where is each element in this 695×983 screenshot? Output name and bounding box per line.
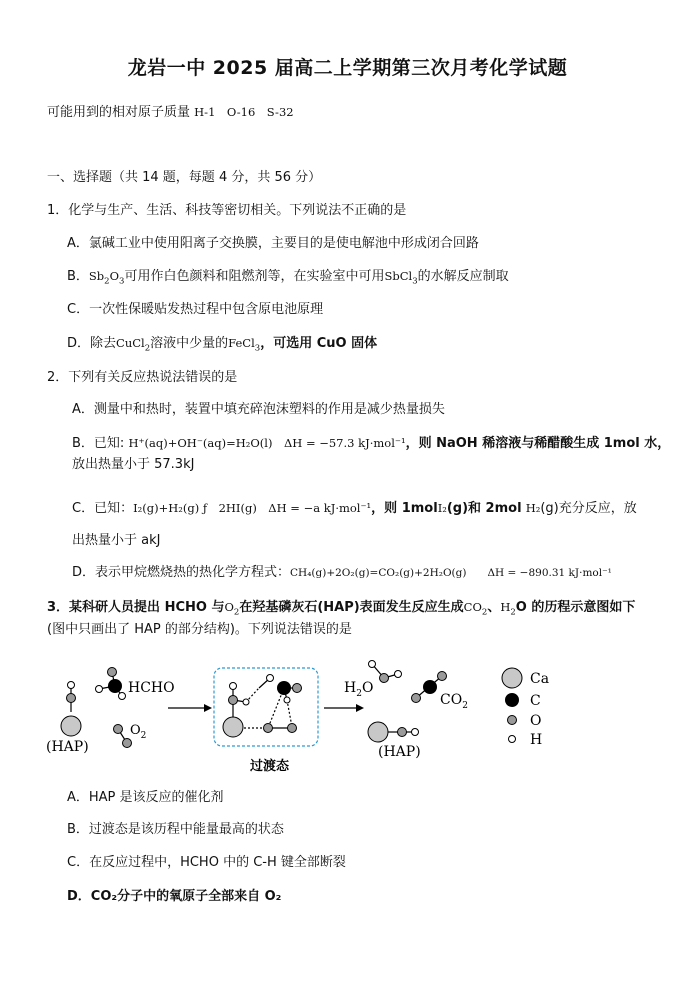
q1-b-sb2o3: $Sb_2O_3$ bbox=[88, 269, 125, 287]
q2-c-i2: I₂ bbox=[437, 501, 447, 515]
q2-d-prefix: D．表示甲烷燃烧热的热化学方程式： bbox=[72, 565, 291, 580]
q1-b-prefix: B． bbox=[67, 269, 89, 284]
atomic-mass-line bbox=[47, 102, 294, 123]
legend-o-label: O bbox=[530, 713, 542, 729]
q1-b-post: 的水解反应制取 bbox=[417, 269, 509, 284]
h2o-label: $H_2O$ bbox=[344, 680, 374, 699]
q3-stem bbox=[47, 597, 635, 618]
o2-label-text: O bbox=[130, 723, 141, 738]
q2-b-prefix: B．已知: bbox=[72, 436, 125, 451]
q1-option-c: C．一次性保暖贴发热过程中包含原电池原理 bbox=[67, 302, 324, 317]
ca-atom bbox=[223, 717, 243, 737]
hap-left-label: (HAP) bbox=[46, 739, 89, 755]
q3-option-c: C．在反应过程中，HCHO 中的 C-H 键全部断裂 bbox=[67, 855, 346, 870]
q1-b-sbcl3-text: SbCl bbox=[384, 269, 413, 283]
q1-d-prefix: D．除去 bbox=[67, 336, 117, 351]
ca-atom bbox=[368, 722, 388, 742]
o-atom bbox=[264, 724, 273, 733]
q2-option-c bbox=[72, 498, 637, 519]
q1-b-sb2o3-text: Sb bbox=[88, 269, 105, 283]
co2-label: $CO_2$ bbox=[440, 692, 468, 711]
o-atom bbox=[114, 725, 123, 734]
products-group bbox=[344, 661, 468, 761]
o-atom bbox=[229, 696, 238, 705]
h-atom bbox=[96, 686, 103, 693]
q3-stem-co2-text: CO bbox=[463, 600, 482, 614]
transition-state-group bbox=[214, 668, 318, 774]
q3-stem-b: 在羟基磷灰石(HAP)表面发生反应生成 bbox=[239, 600, 464, 615]
legend-h-label: H bbox=[530, 732, 543, 748]
arrow-head bbox=[204, 704, 212, 712]
q3-stem-cont: (图中只画出了 HAP 的部分结构)。下列说法错误的是 bbox=[47, 622, 352, 637]
co2-label-text: CO bbox=[440, 692, 463, 708]
o-atom bbox=[123, 739, 132, 748]
q2-option-b bbox=[72, 433, 670, 454]
q2-b-equation: H⁺(aq)+OH⁻(aq)=H₂O(l) ΔH = −57.3 kJ·mol⁻¹ bbox=[128, 436, 406, 450]
q1-b-mid: 可用作白色颜料和阻燃剂等，在实验室中可用 bbox=[124, 269, 385, 284]
q2-option-a: A．测量中和热时，装置中填充碎泡沫塑料的作用是减少热量损失 bbox=[72, 402, 445, 417]
o-atom bbox=[108, 668, 117, 677]
q2-option-d bbox=[72, 563, 612, 583]
q3-stem-a: 3．某科研人员提出 HCHO 与 bbox=[47, 600, 225, 615]
q1-d-fecl3: FeCl$_3$ bbox=[228, 336, 261, 354]
h-atom bbox=[284, 697, 290, 703]
q2-c-mid2: (g)和 2mol bbox=[446, 501, 522, 516]
page-title: 龙岩一中 2025 届高二上学期第三次月考化学试题 bbox=[127, 57, 568, 79]
o-atom bbox=[288, 724, 297, 733]
h-atom bbox=[395, 671, 402, 678]
transition-state-label: 过渡态 bbox=[250, 759, 290, 774]
q2-stem: 2．下列有关反应热说法错误的是 bbox=[47, 370, 238, 385]
o-atom bbox=[398, 728, 407, 737]
legend-ca-swatch bbox=[502, 668, 522, 688]
atomic-mass-prefix: 可能用到的相对原子质量 bbox=[47, 105, 191, 120]
q1-d-mid: 溶液中少量的 bbox=[150, 336, 229, 351]
c-atom bbox=[423, 680, 437, 694]
q1-d-fecl3-text: FeCl bbox=[228, 336, 255, 350]
hcho-label: HCHO bbox=[128, 680, 175, 696]
q3-stem-o2-text: O bbox=[224, 600, 234, 614]
q3-stem-h2o: $H_2$ bbox=[500, 600, 516, 618]
q2-c-h2: H₂ bbox=[525, 501, 541, 515]
legend-c-swatch bbox=[505, 693, 519, 707]
q1-option-a: A．氯碱工业中使用阳离子交换膜，主要目的是使电解池中形成闭合回路 bbox=[67, 236, 479, 251]
q2-option-c-cont: 出热量小于 akJ bbox=[72, 533, 161, 548]
q1-option-b bbox=[67, 266, 509, 287]
q1-option-d bbox=[67, 333, 377, 354]
q3-stem-co2: $CO_2$ bbox=[463, 600, 488, 618]
q2-c-prefix: C．已知： bbox=[72, 501, 134, 516]
reaction-mechanism-diagram bbox=[44, 652, 564, 780]
o-atom bbox=[438, 672, 447, 681]
o2-label: $O_2$ bbox=[130, 723, 147, 741]
q1-stem: 1．化学与生产、生活、科技等密切相关。下列说法不正确的是 bbox=[47, 203, 407, 218]
legend-c-label: C bbox=[530, 693, 541, 709]
q2-c-post: (g)充分反应，放 bbox=[540, 501, 637, 516]
o-atom bbox=[412, 694, 421, 703]
q2-b-post: ，则 NaOH 稀溶液与稀醋酸生成 1mol 水， bbox=[405, 436, 671, 451]
reactants-group bbox=[46, 668, 175, 756]
legend-ca-label: Ca bbox=[530, 671, 550, 687]
h-atom bbox=[230, 683, 237, 690]
legend-h-swatch bbox=[509, 736, 516, 743]
c-atom bbox=[277, 681, 291, 695]
o-atom bbox=[67, 694, 76, 703]
q1-d-post: ，可选用 CuO 固体 bbox=[260, 336, 378, 351]
h-atom bbox=[369, 661, 376, 668]
q2-c-mid: ，则 1mol bbox=[371, 501, 438, 516]
hap-right-label: (HAP) bbox=[378, 744, 421, 760]
atom-legend bbox=[502, 668, 549, 748]
q2-option-b-cont: 放出热量小于 57.3kJ bbox=[72, 457, 195, 472]
h-atom bbox=[119, 693, 126, 700]
arrow-head bbox=[356, 704, 364, 712]
h2o-label-text: H bbox=[344, 680, 357, 696]
c-atom bbox=[108, 679, 122, 693]
q1-b-sbcl3: SbCl$_3$ bbox=[384, 269, 418, 287]
q3-stem-o2: $O_2$ bbox=[224, 600, 240, 618]
o-atom bbox=[293, 684, 302, 693]
h-atom bbox=[68, 682, 75, 689]
q3-option-b: B．过渡态是该历程中能量最高的状态 bbox=[67, 822, 284, 837]
h-atom bbox=[412, 729, 419, 736]
atomic-mass-values: H-1 O-16 S-32 bbox=[194, 105, 294, 119]
section-header: 一、选择题（共 14 题，每题 4 分，共 56 分） bbox=[47, 170, 322, 185]
q3-option-d: D．CO₂分子中的氧原子全部来自 O₂ bbox=[67, 889, 282, 904]
h-atom bbox=[267, 675, 274, 682]
q2-c-equation: I₂(g)+H₂(g) ƒ 2HI(g) ΔH = −a kJ·mol⁻¹ bbox=[133, 501, 372, 515]
ca-atom bbox=[61, 716, 81, 736]
q3-stem-c: O 的历程示意图如下 bbox=[515, 600, 636, 615]
q3-stem-h2o-text: H bbox=[500, 600, 511, 614]
h-atom bbox=[243, 699, 249, 705]
q1-d-cucl2: CuCl$_2$ bbox=[116, 336, 151, 354]
q3-stem-sep: 、 bbox=[487, 600, 501, 615]
legend-o-swatch bbox=[508, 716, 517, 725]
q3-option-a: A．HAP 是该反应的催化剂 bbox=[67, 790, 224, 805]
q2-d-equation: CH₄(g)+2O₂(g)=CO₂(g)+2H₂O(g) ΔH = −890.31 kJ·mol⁻¹ bbox=[290, 567, 612, 579]
o-atom bbox=[380, 674, 389, 683]
q1-d-cucl2-text: CuCl bbox=[116, 336, 145, 350]
